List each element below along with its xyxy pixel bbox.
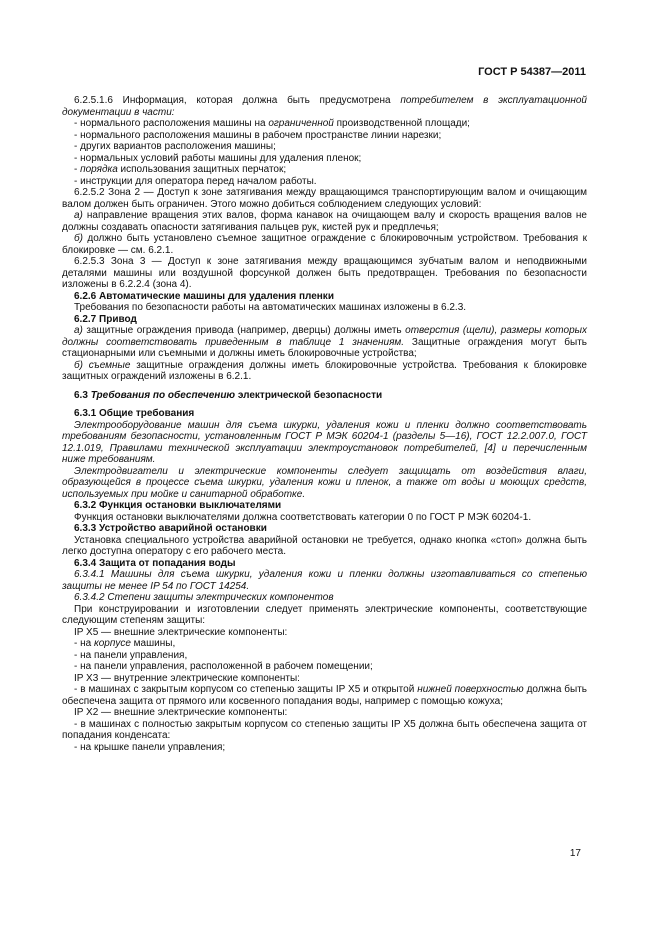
text: - в машинах с закрытым корпусом со степенью защиты IP X5 и открытой [74, 684, 418, 695]
text: - [74, 164, 81, 175]
section-heading: 6.3.4 Защита от попадания воды [74, 557, 236, 569]
text-italic: а) [74, 325, 83, 336]
text: должна быть обеспечена защита от прямого или косвенного попадания воды, например с помощью кожуха; [62, 684, 587, 707]
page-number: 17 [569, 848, 581, 859]
list-item [62, 164, 587, 176]
list-item: - нормальных условий работы машины для удаления пленок; [74, 152, 362, 164]
paragraph: Функция остановки выключателями должна соответствовать категории 0 по ГОСТ Р МЭК 60204-1. [74, 511, 532, 523]
paragraph [62, 360, 587, 383]
paragraph [62, 210, 587, 233]
paragraph [62, 325, 587, 360]
text: защитные ограждения должны иметь блокировочные устройства. Требования к блокировке защитных ограждений изложены в 6.2.1. [62, 359, 587, 382]
text-italic: Электрооборудование машин для съема шкурки, удаления кожи и пленки должно соответствовать требованиям безопасности, установленным ГОСТ Р МЭК 60204-1 (разделы 5—16), ГОСТ 12.2.007.0, ГОСТ 12.1.019, Правилами технической эксплуатации электроустановок потребителей, [4] и перечисленным ниже требованиям. [62, 419, 587, 465]
text-italic: отверстия (щели), размеры которых должны соответствовать приведенным в таблице 1 значениям. [62, 325, 587, 348]
page-content [62, 95, 587, 753]
text: производственной площади; [333, 118, 470, 129]
paragraph [62, 569, 587, 592]
list-item: - на панели управления, [74, 649, 188, 661]
paragraph: 6.2.5.3 Зона 3 — Доступ к зоне затягивания между вращающимся зубчатым валом и неподвижными деталями машины или воздушной форсункой должен быть предотвращен. Требования по безопасности изложены в 6.2.2.4 (зона 4). [62, 256, 587, 290]
text: 6.2.5.1.6 Информация, которая должна быть предусмотрена [74, 95, 401, 106]
paragraph: - в машинах с полностью закрытым корпусом со степенью защиты IP X5 должна быть обеспечена защита от попадания конденсата: [62, 718, 587, 741]
paragraph: При конструировании и изготовлении следует применять электрические компоненты, соответствующие следующим степеням защиты: [62, 603, 587, 626]
paragraph: Требования по безопасности работы на автоматических машинах изложены в 6.2.3. [74, 302, 467, 313]
paragraph [62, 466, 587, 501]
list-item: - других вариантов расположения машины; [74, 141, 276, 152]
list-item: - нормального расположения машины в рабочем пространстве линии нарезки; [74, 129, 442, 141]
section-heading: 6.2.7 Привод [74, 313, 137, 325]
list-item: - инструкции для оператора перед началом работы. [74, 175, 317, 187]
paragraph: IP X5 — внешние электрические компоненты: [74, 626, 288, 638]
paragraph: Установка специального устройства аварийной остановки не требуется, однако кнопка «стоп» должна быть легко доступна оператору с его рабочего места. [62, 534, 587, 557]
text-italic: порядка [80, 164, 118, 175]
list-item [62, 638, 587, 650]
list-item: - на панели управления, расположенной в рабочем помещении; [74, 661, 373, 672]
section-heading [62, 390, 587, 402]
section-heading: 6.3.3 Устройство аварийной остановки [74, 523, 267, 534]
section-heading: 6.3.2 Функция остановки выключателями [74, 500, 282, 511]
paragraph: 6.2.5.2 Зона 2 — Доступ к зоне затягивания между вращающимся транспортирующим валом и очищающим валом должен быть ограничен. Этого можно добиться соблюдением следующих условий: [62, 187, 587, 210]
paragraph [62, 95, 587, 118]
text-italic: б) [74, 233, 83, 244]
section-heading: 6.3.1 Общие требования [74, 408, 195, 419]
text-italic: 6.3.4.2 Степени защиты электрических компонентов [74, 592, 334, 603]
text: машины, [130, 638, 176, 649]
text-italic: Требования по обеспечению [90, 389, 236, 401]
paragraph [62, 592, 587, 604]
text-italic: а) [74, 210, 83, 221]
text: использования защитных перчаток; [117, 164, 287, 175]
section-heading: 6.2.6 Автоматические машины для удаления пленки [74, 290, 334, 302]
text-italic: б) съемные [74, 359, 131, 371]
text-italic: корпусе [93, 638, 131, 649]
text-italic: нижней поверхностью [417, 684, 524, 695]
text: 6.3 [74, 389, 91, 401]
paragraph [62, 233, 587, 256]
paragraph [62, 420, 587, 466]
list-item: - на крышке панели управления; [74, 741, 226, 753]
text: - нормального расположения машины на [74, 118, 269, 129]
paragraph: IP X2 — внешние электрические компоненты: [74, 707, 288, 718]
text: Защитные ограждения могут быть стационарными или съемными и должны иметь блокировочные устройства; [62, 336, 587, 359]
text: защитные ограждения привода (например, дверцы) должны иметь [82, 325, 406, 336]
text: направление вращения этих валов, форма канавок на очищающем валу и скорость вращения валов не должны создавать опасности затягивания пальцев рук, кистей рук и предплечья; [62, 210, 587, 233]
text: должно быть установлено съемное защитное ограждение с блокировочным устройством. Требования к блокировке — см. 6.2.1. [62, 233, 587, 256]
document-id: ГОСТ Р 54387—2011 [478, 66, 586, 78]
text-italic: ограниченной [268, 118, 334, 129]
text-italic: Электродвигатели и электрические компоненты следует защищать от воздействия влаги, образующейся в процессе съема шкурки, удаления кожи и пленок, а также от воды и моющих средств, используемых при мойке и санитарной обработке. [62, 465, 587, 500]
text-italic: 6.3.4.1 Машины для съема шкурки, удаления кожи и пленки должны изготавливаться со степенью защиты не менее IP 54 по ГОСТ 14254. [62, 569, 587, 592]
text: - на [74, 638, 94, 649]
paragraph: IP X3 — внутренние электрические компоненты: [74, 672, 300, 684]
list-item [62, 118, 587, 130]
paragraph [62, 684, 587, 707]
text: электрической безопасности [235, 389, 383, 401]
text-italic: потребителем в эксплуатационной документации в части: [62, 95, 587, 118]
